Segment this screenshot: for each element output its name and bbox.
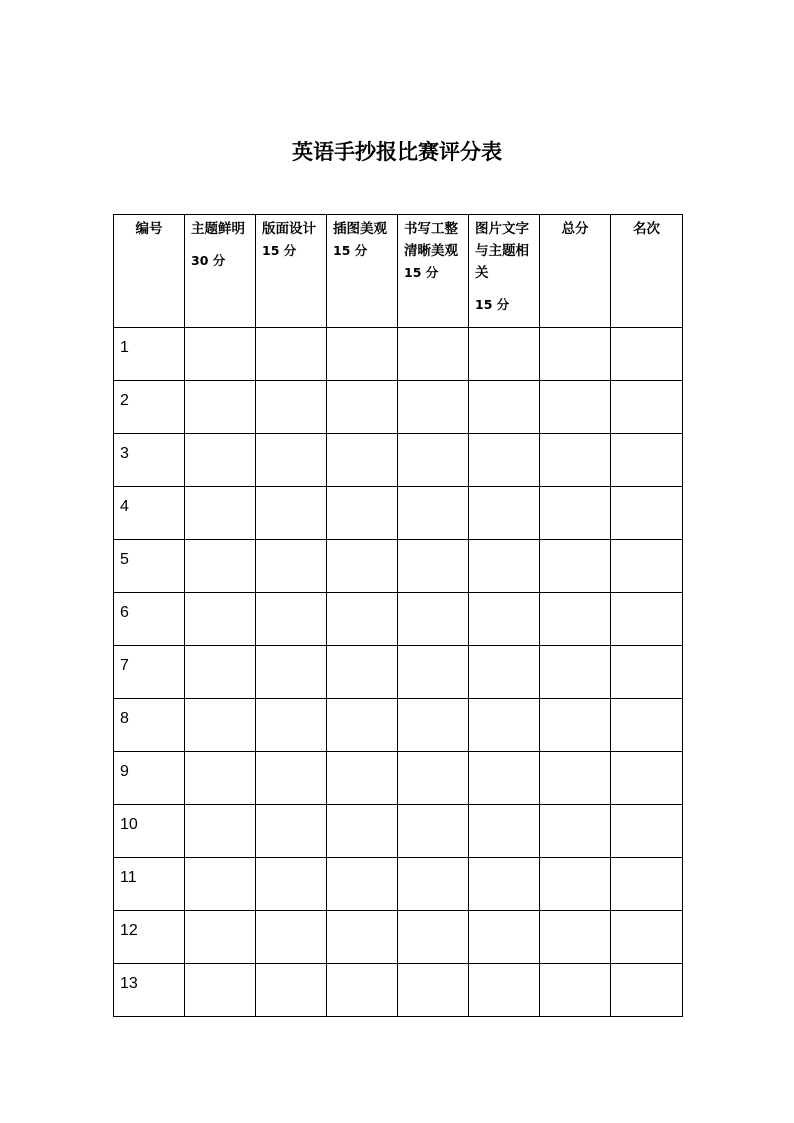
total-score-cell [540, 381, 611, 434]
theme-score-cell [185, 699, 256, 752]
header-illustration-points: 15 分 [333, 243, 368, 258]
handwriting-score-cell [398, 805, 469, 858]
total-score-cell [540, 646, 611, 699]
handwriting-score-cell [398, 752, 469, 805]
row-id-cell [114, 699, 185, 752]
header-relevance-points: 15 分 [475, 297, 510, 312]
rank-cell [611, 699, 683, 752]
header-illustration-label: 插图美观 [333, 221, 387, 237]
row-id-cell [114, 487, 185, 540]
total-score-cell [540, 328, 611, 381]
header-handwriting-points: 15 分 [404, 265, 439, 280]
row-id: 7 [120, 657, 129, 674]
total-score-cell [540, 699, 611, 752]
row-id-cell [114, 858, 185, 911]
table-row [114, 911, 683, 964]
theme-score-cell [185, 540, 256, 593]
layout-score-cell [256, 593, 327, 646]
total-score-cell [540, 487, 611, 540]
handwriting-score-cell [398, 540, 469, 593]
layout-score-cell [256, 805, 327, 858]
table-row [114, 964, 683, 1017]
rank-cell [611, 381, 683, 434]
theme-score-cell [185, 911, 256, 964]
header-relevance-label-line-2: 与主题相 [475, 243, 529, 259]
theme-score-cell [185, 381, 256, 434]
illustration-score-cell [327, 540, 398, 593]
row-id-cell [114, 540, 185, 593]
header-layout-points: 15 分 [262, 243, 297, 258]
relevance-score-cell [469, 434, 540, 487]
theme-score-cell [185, 434, 256, 487]
row-id-cell [114, 805, 185, 858]
row-id: 5 [120, 551, 129, 568]
handwriting-score-cell [398, 858, 469, 911]
row-id: 9 [120, 763, 129, 780]
relevance-score-cell [469, 646, 540, 699]
row-id: 1 [120, 339, 129, 356]
score-table [113, 214, 683, 1017]
rank-cell [611, 593, 683, 646]
row-id: 10 [120, 816, 138, 833]
header-illustration [327, 215, 398, 328]
table-row [114, 381, 683, 434]
header-row [114, 215, 683, 328]
total-score-cell [540, 964, 611, 1017]
table-row [114, 540, 683, 593]
theme-score-cell [185, 858, 256, 911]
header-id-label: 编号 [135, 221, 163, 237]
rank-cell [611, 858, 683, 911]
handwriting-score-cell [398, 593, 469, 646]
relevance-score-cell [469, 540, 540, 593]
handwriting-score-cell [398, 487, 469, 540]
table-row [114, 805, 683, 858]
handwriting-score-cell [398, 328, 469, 381]
layout-score-cell [256, 328, 327, 381]
header-handwriting-label-line-1: 书写工整 [404, 221, 458, 237]
row-id: 8 [120, 710, 129, 727]
handwriting-score-cell [398, 434, 469, 487]
layout-score-cell [256, 434, 327, 487]
illustration-score-cell [327, 646, 398, 699]
header-id [114, 215, 185, 328]
header-rank [611, 215, 683, 328]
header-theme-points: 30 分 [191, 253, 226, 268]
total-score-cell [540, 858, 611, 911]
row-id: 2 [120, 392, 129, 409]
row-id: 13 [120, 975, 138, 992]
header-total-label: 总分 [561, 221, 589, 237]
theme-score-cell [185, 593, 256, 646]
theme-score-cell [185, 964, 256, 1017]
relevance-score-cell [469, 699, 540, 752]
layout-score-cell [256, 487, 327, 540]
relevance-score-cell [469, 487, 540, 540]
layout-score-cell [256, 858, 327, 911]
total-score-cell [540, 540, 611, 593]
header-layout [256, 215, 327, 328]
illustration-score-cell [327, 699, 398, 752]
table-row [114, 434, 683, 487]
theme-score-cell [185, 805, 256, 858]
header-handwriting [398, 215, 469, 328]
illustration-score-cell [327, 381, 398, 434]
relevance-score-cell [469, 964, 540, 1017]
illustration-score-cell [327, 805, 398, 858]
header-relevance-label-line-1: 图片文字 [475, 221, 529, 237]
illustration-score-cell [327, 911, 398, 964]
illustration-score-cell [327, 593, 398, 646]
handwriting-score-cell [398, 964, 469, 1017]
layout-score-cell [256, 646, 327, 699]
relevance-score-cell [469, 858, 540, 911]
rank-cell [611, 964, 683, 1017]
relevance-score-cell [469, 381, 540, 434]
theme-score-cell [185, 646, 256, 699]
relevance-score-cell [469, 752, 540, 805]
row-id-cell [114, 434, 185, 487]
row-id-cell [114, 593, 185, 646]
layout-score-cell [256, 540, 327, 593]
row-id: 11 [120, 869, 137, 886]
row-id-cell [114, 328, 185, 381]
illustration-score-cell [327, 752, 398, 805]
table-row [114, 593, 683, 646]
header-total [540, 215, 611, 328]
table-row [114, 328, 683, 381]
table-row [114, 487, 683, 540]
rank-cell [611, 911, 683, 964]
handwriting-score-cell [398, 699, 469, 752]
theme-score-cell [185, 487, 256, 540]
relevance-score-cell [469, 805, 540, 858]
layout-score-cell [256, 964, 327, 1017]
illustration-score-cell [327, 434, 398, 487]
theme-score-cell [185, 328, 256, 381]
total-score-cell [540, 593, 611, 646]
table-row [114, 752, 683, 805]
header-theme-label: 主题鲜明 [191, 221, 245, 237]
layout-score-cell [256, 752, 327, 805]
illustration-score-cell [327, 964, 398, 1017]
header-relevance-label-line-3: 关 [475, 265, 489, 281]
relevance-score-cell [469, 328, 540, 381]
row-id: 3 [120, 445, 129, 462]
layout-score-cell [256, 699, 327, 752]
row-id: 12 [120, 922, 138, 939]
rank-cell [611, 752, 683, 805]
illustration-score-cell [327, 487, 398, 540]
row-id: 6 [120, 604, 129, 621]
page-title: 英语手抄报比赛评分表 [292, 139, 502, 164]
layout-score-cell [256, 381, 327, 434]
theme-score-cell [185, 752, 256, 805]
row-id-cell [114, 381, 185, 434]
header-layout-label: 版面设计 [262, 221, 316, 237]
total-score-cell [540, 911, 611, 964]
row-id-cell [114, 646, 185, 699]
row-id-cell [114, 964, 185, 1017]
rank-cell [611, 434, 683, 487]
header-relevance [469, 215, 540, 328]
relevance-score-cell [469, 593, 540, 646]
rank-cell [611, 646, 683, 699]
handwriting-score-cell [398, 911, 469, 964]
header-rank-label: 名次 [633, 221, 660, 237]
table-body [114, 328, 683, 1017]
layout-score-cell [256, 911, 327, 964]
row-id-cell [114, 911, 185, 964]
relevance-score-cell [469, 911, 540, 964]
illustration-score-cell [327, 858, 398, 911]
total-score-cell [540, 752, 611, 805]
rank-cell [611, 328, 683, 381]
header-theme [185, 215, 256, 328]
rank-cell [611, 805, 683, 858]
table-row [114, 858, 683, 911]
table-row [114, 699, 683, 752]
total-score-cell [540, 434, 611, 487]
table-row [114, 646, 683, 699]
rank-cell [611, 540, 683, 593]
total-score-cell [540, 805, 611, 858]
handwriting-score-cell [398, 646, 469, 699]
header-handwriting-label-line-2: 清晰美观 [404, 243, 458, 259]
rank-cell [611, 487, 683, 540]
row-id-cell [114, 752, 185, 805]
illustration-score-cell [327, 328, 398, 381]
handwriting-score-cell [398, 381, 469, 434]
row-id: 4 [120, 498, 129, 515]
